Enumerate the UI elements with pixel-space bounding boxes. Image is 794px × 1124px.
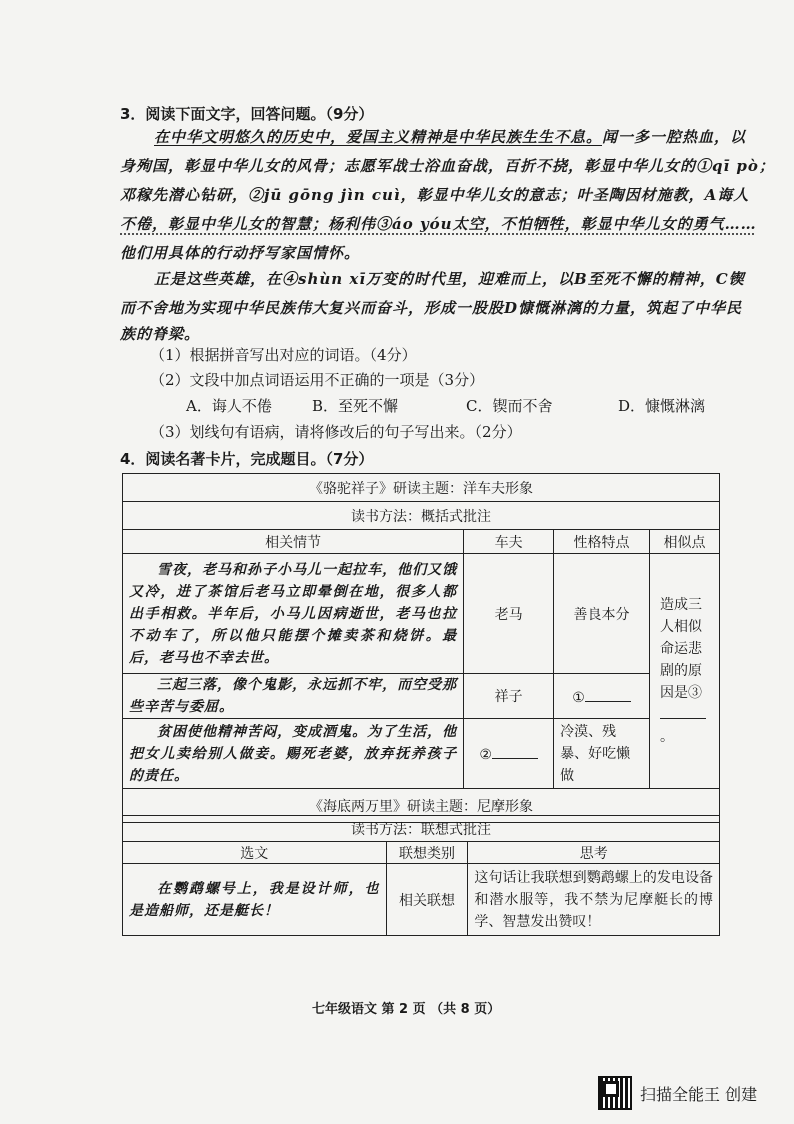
q3-option-c: C．锲而不舍 bbox=[466, 397, 553, 415]
page-footer: 七年级语文 第 2 页 （共 8 页） bbox=[312, 1002, 501, 1017]
q3-option-d: D．慷慨淋漓 bbox=[618, 397, 706, 415]
category-cell: 相关联想 bbox=[386, 864, 468, 936]
q3-option-a: A．诲人不倦 bbox=[186, 397, 272, 415]
q3-para2-line3: 族的脊梁。 bbox=[120, 325, 201, 343]
col-driver-header: 车夫 bbox=[464, 530, 554, 554]
q3-para2-line1: 正是这些英雄，在④shùn xī万变的时代里，迎难而上，以B至死不懈的精神，C锲 bbox=[154, 270, 745, 288]
q3-underlined-sentence: 在中华文明悠久的历史中，爱国主义精神是中华民族生生不息。 bbox=[154, 128, 603, 146]
card2-header: 《海底两万里》研读主题：尼摩形象 bbox=[123, 789, 720, 823]
col-thought-header: 思考 bbox=[468, 842, 720, 864]
q3-option-b: B．至死不懈 bbox=[312, 397, 399, 415]
col-trait-header: 性格特点 bbox=[554, 530, 650, 554]
q3-para1-line3: 邓稼先潜心钻研，②jū gōng jìn cuì，彰显中华儿女的意志；叶圣陶因材施教，A诲人 bbox=[120, 186, 750, 204]
col-category-header: 联想类别 bbox=[386, 842, 468, 864]
card1-method: 读书方法：概括式批注 bbox=[123, 502, 720, 530]
card1-header: 《骆驼祥子》研读主题：洋车夫形象 bbox=[123, 474, 720, 502]
blank-1[interactable] bbox=[585, 687, 631, 702]
excerpt-cell: 在鹦鹉螺号上，我是设计师，也是造船师，还是艇长！ bbox=[123, 864, 387, 936]
plot-third: 贫困使他精神苦闷，变成酒鬼。为了生活，他把女儿卖给别人做妾。赐死老婆，放弃抚养孩子的责任。 bbox=[123, 719, 464, 789]
col-plot-header: 相关情节 bbox=[123, 530, 464, 554]
card-camel-xiangzi bbox=[122, 473, 720, 823]
plot-xiangzi: 三起三落，像个鬼影，永远抓不牢，而空受那些辛苦与委屈。 bbox=[123, 674, 464, 719]
scanner-watermark: 扫描全能王 创建 bbox=[640, 1085, 758, 1104]
q3-para2-line2: 而不舍地为实现中华民族伟大复兴而奋斗，形成一股股D慷慨淋漓的力量，筑起了中华民 bbox=[120, 299, 743, 317]
q3-para1-line2: 身殉国，彰显中华儿女的风骨；志愿军战士浴血奋战，百折不挠，彰显中华儿女的①qī pò； bbox=[120, 157, 775, 175]
blank-3[interactable] bbox=[660, 704, 706, 719]
qr-code-icon bbox=[598, 1076, 632, 1110]
q3-sub2: （2）文段中加点词语运用不正确的一项是（3分） bbox=[150, 371, 485, 389]
plot-laoma: 雪夜，老马和孙子小马儿一起拉车，他们又饿又冷，进了茶馆后老马立即晕倒在地，很多人都出手相救。半年后，小马儿因病逝世，老马也拉不动车了，所以他只能摆个摊卖茶和烧饼。最后，老马也不幸去世。 bbox=[123, 554, 464, 674]
card-twenty-thousand-leagues bbox=[122, 815, 720, 936]
q3-title: 3．阅读下面文字，回答问题。（9分） bbox=[120, 105, 374, 123]
card2-method: 读书方法：联想式批注 bbox=[123, 816, 720, 842]
driver-xiangzi: 祥子 bbox=[464, 674, 554, 719]
col-similar-header: 相似点 bbox=[649, 530, 719, 554]
q3-sub3: （3）划线句有语病，请将修改后的句子写出来。（2分） bbox=[150, 423, 522, 441]
similarity-cell: 造成三人相似命运悲剧的原因是③ 。 bbox=[649, 554, 719, 789]
q3-sub1: （1）根据拼音写出对应的词语。（4分） bbox=[150, 346, 417, 364]
thought-cell: 这句话让我联想到鹦鹉螺上的发电设备和潜水服等，我不禁为尼摩艇长的博学、智慧发出赞叹！ bbox=[468, 864, 720, 936]
q3-para1-line5: 他们用具体的行动抒写家国情怀。 bbox=[120, 244, 361, 262]
col-excerpt-header: 选文 bbox=[123, 842, 387, 864]
q3-para1-line1-rest: 闻一多一腔热血，以 bbox=[602, 128, 747, 146]
driver-laoma: 老马 bbox=[464, 554, 554, 674]
driver-third: ② bbox=[479, 747, 492, 763]
q3-para1-line4: 不倦，彰显中华儿女的智慧；杨利伟③áo yóu太空，不怕牺牲，彰显中华儿女的勇气…… bbox=[120, 215, 757, 233]
trait-xiangzi: ① bbox=[572, 689, 585, 706]
driver-third-cell bbox=[464, 719, 554, 789]
blank-2[interactable] bbox=[492, 744, 538, 759]
trait-third: 冷漠、残暴、好吃懒做 bbox=[554, 719, 650, 789]
q3-para1-line1 bbox=[120, 123, 746, 152]
q4-title: 4．阅读名著卡片，完成题目。（7分） bbox=[120, 450, 374, 468]
similarity-text: 造成三人相似命运悲剧的原因是③ bbox=[659, 597, 702, 701]
trait-laoma: 善良本分 bbox=[554, 554, 650, 674]
trait-xiangzi-cell bbox=[554, 674, 650, 719]
